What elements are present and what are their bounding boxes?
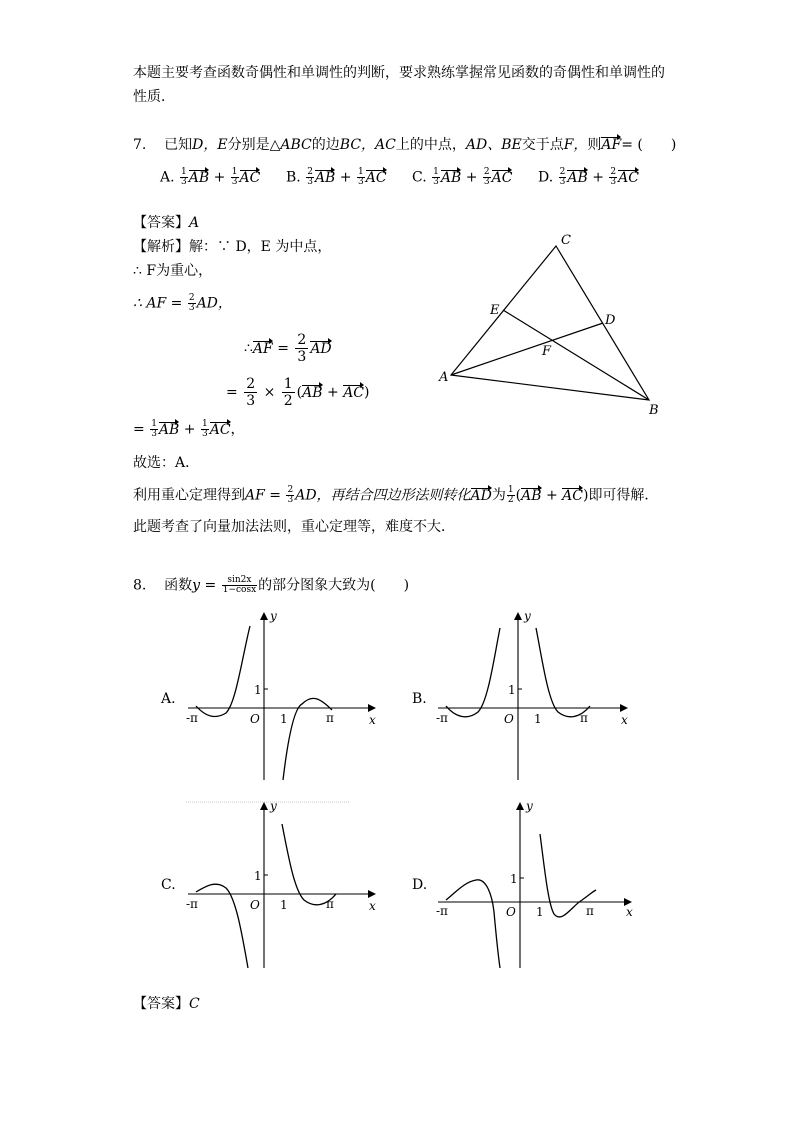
graph-c xyxy=(180,794,380,974)
q8-stem xyxy=(133,576,409,595)
axis-x-label: x xyxy=(369,713,376,727)
q7-summary: 此题考查了向量加法法则，重心定理等，难度不大． xyxy=(133,519,455,535)
coef: 2 xyxy=(559,167,566,177)
curve xyxy=(196,626,250,717)
axis-y-label: y xyxy=(270,799,277,813)
axis-y-label: y xyxy=(524,609,531,623)
q8-stem-text: 函数 xyxy=(164,577,193,594)
option-label: B. xyxy=(286,169,301,186)
q8-function-lhs: y = xyxy=(192,577,217,594)
q7-stem-point: F， xyxy=(563,137,588,153)
origin-label: O xyxy=(504,712,514,726)
q8-answer xyxy=(133,995,200,1013)
q7-stem-text: 已知 xyxy=(164,137,193,153)
analysis-text: 解：∵ D，E 为中点， xyxy=(189,239,332,255)
q7-stem-lines: AD、BE xyxy=(465,137,522,153)
y-tick-1: 1 xyxy=(254,683,262,697)
q7-stem-text: 交于点 xyxy=(521,137,564,153)
triangle-abc xyxy=(451,246,649,400)
coef: 1 xyxy=(433,167,439,177)
q7-answer xyxy=(133,214,199,232)
q7-option-c: C. $\frac{1}{3}$ AB + $\frac{2}{3}$ AC xyxy=(412,167,513,187)
label-b: B xyxy=(649,403,659,418)
x-tick-pi: π xyxy=(326,711,334,725)
axis-y-label: y xyxy=(270,609,277,623)
equals: = xyxy=(226,384,238,401)
x-tick-1: 1 xyxy=(536,905,544,919)
q7-analysis-line-3: ∴ AF = $\frac{2}{3}$ AD， xyxy=(133,293,232,313)
q7-stem-text: 分别是 xyxy=(227,137,270,153)
graph-a xyxy=(180,608,380,788)
curve xyxy=(282,824,336,905)
times: × xyxy=(263,384,276,401)
q7-stem-end: = ( ) xyxy=(621,137,677,153)
origin-label: O xyxy=(250,712,260,726)
intro-line-2: 性质． xyxy=(133,89,175,105)
q7-analysis-line-5: = $\frac{2}{3}$ × $\frac{1}{2}$ (AB + AC) xyxy=(226,376,370,409)
coef: 1 xyxy=(181,167,187,177)
y-tick-1: 1 xyxy=(508,683,516,697)
option-label: D. xyxy=(538,169,554,186)
analysis-label: 【解析】 xyxy=(133,239,189,255)
median-ad xyxy=(451,323,603,375)
q7-stem-text: 的边 xyxy=(311,137,340,153)
axis-x-label: x xyxy=(626,905,633,919)
q7-stem-text: 上的中点， xyxy=(395,137,466,153)
x-tick-neg-pi: -π xyxy=(186,897,198,911)
label-d: D xyxy=(605,313,616,328)
x-tick-1: 1 xyxy=(280,898,288,912)
x-tick-neg-pi: -π xyxy=(186,711,198,725)
label-c: C xyxy=(561,233,571,248)
graph-b xyxy=(432,608,632,788)
q7-stem-text: 则 xyxy=(587,137,602,153)
curve xyxy=(446,880,500,968)
explain-text: 为 xyxy=(491,487,506,504)
q7-stem-points: D，E xyxy=(192,137,228,153)
q7-analysis-line-1 xyxy=(133,238,331,256)
curve xyxy=(283,698,332,780)
q8-number: 8. xyxy=(133,577,147,594)
q7-option-a: A. $\frac{1}{3}$ AB + $\frac{1}{3}$ AC xyxy=(160,167,261,187)
q8-stem-end: 的部分图象大致为( ) xyxy=(258,577,410,594)
x-tick-1: 1 xyxy=(534,712,542,726)
explain-text: 利用重心定理得到 xyxy=(133,487,245,504)
q7-option-b: B. $\frac{2}{3}$ AB + $\frac{1}{3}$ AC xyxy=(286,167,387,187)
y-tick-1: 1 xyxy=(510,872,518,886)
q7-stem xyxy=(133,136,676,154)
equals: = xyxy=(133,421,145,438)
x-tick-neg-pi: -π xyxy=(436,904,448,918)
q7-analysis-line-4: ∴AF = $\frac{2}{3}$ AD xyxy=(244,332,332,365)
explain-text: 即可得解． xyxy=(588,487,659,504)
label-a: A xyxy=(439,370,449,385)
triangle-figure xyxy=(430,228,670,424)
graph-c-label: C. xyxy=(161,877,176,893)
therefore-symbol: ∴ xyxy=(244,340,253,357)
axis-x-label: x xyxy=(621,713,628,727)
curve xyxy=(536,628,590,717)
answer-value: A xyxy=(189,215,200,231)
answer-label: 【答案】 xyxy=(133,215,189,231)
graph-d xyxy=(432,794,636,974)
x-tick-neg-pi: -π xyxy=(436,711,448,725)
explain-text: AF = xyxy=(245,487,282,504)
answer-label: 【答案】 xyxy=(133,996,189,1012)
q7-stem-sides: BC，AC xyxy=(339,137,396,153)
curve xyxy=(446,628,500,717)
q7-option-d: D. $\frac{2}{3}$ AB + $\frac{2}{3}$ AC xyxy=(538,167,639,187)
q8-numerator: sin2x xyxy=(222,576,257,586)
q7-explain: 利用重心定理得到AF = $\frac{2}{3}$ AD，再结合四边形法则转化AD为 $\frac{1}{2}$ (AB + AC)即可得解． xyxy=(133,485,659,505)
origin-label: O xyxy=(506,905,516,919)
analysis-text: ∴ AF = xyxy=(133,295,183,312)
q7-choose: 故选：A． xyxy=(133,455,200,471)
x-tick-1: 1 xyxy=(280,712,288,726)
q7-analysis-line-2: ∴ F为重心， xyxy=(133,263,213,279)
coef: 2 xyxy=(307,167,313,177)
graph-b-label: B. xyxy=(412,691,427,707)
q7-vector-af: AF xyxy=(601,137,622,153)
y-tick-1: 1 xyxy=(254,869,262,883)
curve xyxy=(196,884,248,968)
median-be xyxy=(503,310,649,400)
intro-line-1: 本题主要考查函数奇偶性和单调性的判断，要求熟练掌握常见函数的奇偶性和单调性的 xyxy=(133,65,665,81)
x-tick-pi: π xyxy=(586,904,594,918)
coef: 2 xyxy=(610,167,617,177)
explain-text: AD，再结合四边形法则转化 xyxy=(295,487,471,504)
answer-value: C xyxy=(189,996,200,1012)
graph-a-label: A. xyxy=(161,691,176,707)
label-e: E xyxy=(490,303,500,318)
q7-analysis-line-6: = $\frac{1}{3}$ AB + $\frac{1}{3}$ AC， xyxy=(133,419,245,439)
x-tick-pi: π xyxy=(326,897,334,911)
x-tick-pi: π xyxy=(580,711,588,725)
axis-y-label: y xyxy=(526,799,533,813)
axis-x-label: x xyxy=(369,899,376,913)
graph-d-label: D. xyxy=(412,877,428,893)
coef: 1 xyxy=(357,167,364,177)
option-label: C. xyxy=(412,169,427,186)
label-f: F xyxy=(542,344,552,359)
coef: 2 xyxy=(483,167,490,177)
coef: 1 xyxy=(231,167,238,177)
q7-number: 7. xyxy=(133,137,147,153)
option-label: A. xyxy=(160,169,175,186)
q8-denominator: 1−cosx xyxy=(222,585,257,595)
origin-label: O xyxy=(250,898,260,912)
q7-stem-triangle: △ABC xyxy=(269,137,312,153)
analysis-text: AD， xyxy=(196,295,232,312)
